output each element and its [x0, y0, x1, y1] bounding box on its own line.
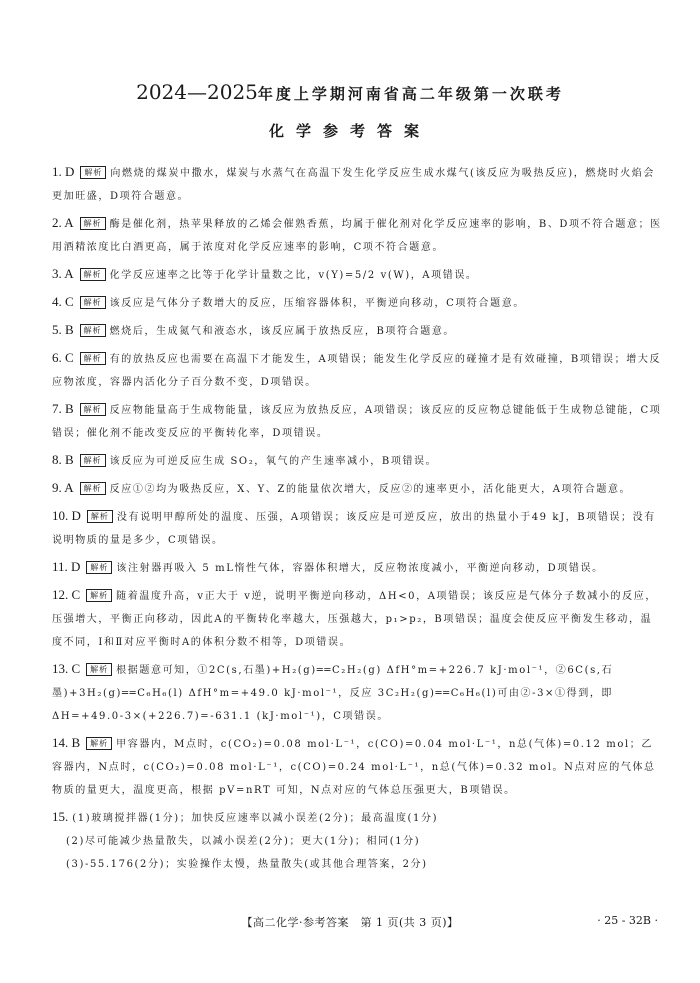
analysis-tag: 解析 — [80, 352, 106, 365]
answer-item — [52, 448, 662, 473]
answer-text: 没有说明甲醇所处的温度、压强，A项错误；该反应是可逆反应，放出的热量小于49 kJ，B项错误；没有说明物质的量是多少，C项错误。 — [52, 512, 656, 546]
answer-number: 5. B — [52, 322, 74, 337]
answer-item — [52, 262, 662, 287]
answer-number: 14. B — [52, 735, 81, 750]
analysis-tag: 解析 — [86, 663, 112, 676]
answer-item — [52, 290, 662, 315]
answer-number: 9. A — [52, 480, 74, 495]
answer-text: 随着温度升高，v正大于 v逆，说明平衡逆向移动，ΔH<0，A项错误；该反应是气体分子数减小的反应，压强增大，平衡正向移动，因此A的平衡转化率越大，压强越大，p₁>p₂，B项错误；温度会使反应平衡发生移动，温度不同，Ⅰ和Ⅱ对应平衡时A的体积分数不相等，D项错误。 — [52, 591, 657, 648]
answer-text: 反应①②均为吸热反应，X、Y、Z的能量依次增大，反应②的速率更小，活化能更大，A项符合题意。 — [109, 484, 632, 495]
answer-sub-3: (3)-55.176(2分)；实验操作太慢，热量散失(或其他合理答案，2分) — [66, 859, 428, 870]
answer-number: 3. A — [52, 266, 74, 281]
answer-text: 该反应为可逆反应生成 SO₂，氧气的产生速率减小，B项错误。 — [109, 456, 438, 467]
exam-year: 2024—2025 — [136, 80, 258, 104]
answer-item — [52, 211, 662, 259]
document-subtitle: 化学参考答案 — [268, 122, 431, 140]
answer-item — [52, 731, 662, 802]
answer-number: 8. B — [52, 452, 74, 467]
analysis-tag: 解析 — [80, 324, 106, 337]
answer-text: 酶是催化剂，热苹果释放的乙烯会催熟香蕉，均属于催化剂对化学反应速率的影响，B、D项不符合题意；医用酒精浓度比白酒更高，属于浓度对化学反应速率的影响，C项不符合题意。 — [52, 219, 662, 253]
answer-text: 该注射器再吸入 5 mL惰性气体，容器体积增大，反应物浓度减小，平衡逆向移动，D项错误。 — [116, 563, 604, 574]
paper-code: · 25 - 32B · — [597, 914, 658, 927]
analysis-tag: 解析 — [80, 166, 106, 179]
answer-item — [52, 346, 662, 394]
answer-item — [52, 657, 662, 728]
answer-text: 该反应是气体分子数增大的反应，压缩容器体积，平衡逆向移动，C项符合题意。 — [109, 298, 525, 309]
answer-item-15 — [52, 805, 662, 876]
analysis-tag: 解析 — [87, 510, 113, 523]
answer-number: 1. D — [52, 164, 75, 179]
answer-number: 10. D — [52, 508, 81, 523]
analysis-tag: 解析 — [80, 403, 106, 416]
answer-text: 根据题意可知，①2C(s,石墨)+H₂(g)══C₂H₂(g) ΔfH°m=+226.7 kJ·mol⁻¹，②6C(s,石墨)+3H₂(g)══C₆H₆(l) ΔfH°m=+49.0 kJ·mol⁻¹，反应 3C₂H₂(g)══C₆H₆(l)可由②-3×①得到，即 ΔH=+49.0-3×(+226.7)=-631.1 (kJ·mol⁻¹)，C项错误。 — [52, 665, 614, 722]
answer-item — [52, 397, 662, 445]
answer-item — [52, 476, 662, 501]
analysis-tag: 解析 — [80, 268, 106, 281]
page-footer: 【高二化学·参考答案 第 1 页(共 3 页)】 — [241, 916, 459, 929]
answer-number: 11. D — [52, 559, 81, 574]
answer-text: 反应物能量高于生成物能量，该反应为放热反应，A项错误；该反应的反应物总键能低于生成物总键能，C项错误；催化剂不能改变反应的平衡转化率，D项错误。 — [52, 405, 662, 439]
answer-number: 13. C — [52, 661, 81, 676]
analysis-tag: 解析 — [80, 482, 106, 495]
answer-sub-1: (1)玻璃搅拌器(1分)；加快反应速率以减小误差(2分)；最高温度(1分) — [72, 813, 439, 824]
answer-item — [52, 318, 662, 343]
answer-text: 甲容器内，M点时，c(CO₂)=0.08 mol·L⁻¹，c(CO)=0.04 mol·L⁻¹，n总(气体)=0.12 mol；乙容器内，N点时，c(CO₂)=0.08 mol·L⁻¹，c(CO)=0.24 mol·L⁻¹，n总(气体)=0.32 mol。N点对应的气体总物质的量更大，温度更高，根据 pV=nRT 可知，N点对应的气体总压强更大，B项错误。 — [52, 739, 656, 796]
exam-title — [0, 80, 700, 104]
answer-item — [52, 504, 662, 552]
answer-sub-2: (2)尽可能减少热量散失，以减小误差(2分)；更大(1分)；相同(1分) — [66, 836, 421, 847]
answer-text: 燃烧后，生成氮气和液态水，该反应属于放热反应，B项符合题意。 — [109, 326, 456, 337]
answer-item — [52, 555, 662, 580]
answer-item — [52, 583, 662, 654]
answer-number: 2. A — [52, 215, 74, 230]
analysis-tag: 解析 — [86, 737, 112, 750]
answer-number: 6. C — [52, 350, 74, 365]
answer-number: 4. C — [52, 294, 74, 309]
analysis-tag: 解析 — [80, 454, 106, 467]
answer-number: 15. — [52, 809, 69, 824]
analysis-tag: 解析 — [80, 296, 106, 309]
analysis-tag: 解析 — [86, 561, 112, 574]
exam-title-rest: 年度上学期河南省高二年级第一次联考 — [257, 85, 564, 103]
answer-text: 有的放热反应也需要在高温下才能发生，A项错误；能发生化学反应的碰撞才是有效碰撞，B项错误；增大反应物浓度，容器内活化分子百分数不变，D项错误。 — [52, 354, 662, 388]
answer-text: 向燃烧的煤炭中撒水，煤炭与水蒸气在高温下发生化学反应生成水煤气(该反应为吸热反应)，燃烧时火焰会更加旺盛，D项符合题意。 — [52, 168, 655, 202]
analysis-tag: 解析 — [86, 589, 112, 602]
answer-text: 化学反应速率之比等于化学计量数之比，v(Y)=5/2 v(W)，A项错误。 — [109, 270, 478, 281]
answer-list — [52, 160, 662, 879]
analysis-tag: 解析 — [80, 217, 106, 230]
answer-number: 12. C — [52, 587, 81, 602]
answer-item — [52, 160, 662, 208]
answer-number: 7. B — [52, 401, 74, 416]
